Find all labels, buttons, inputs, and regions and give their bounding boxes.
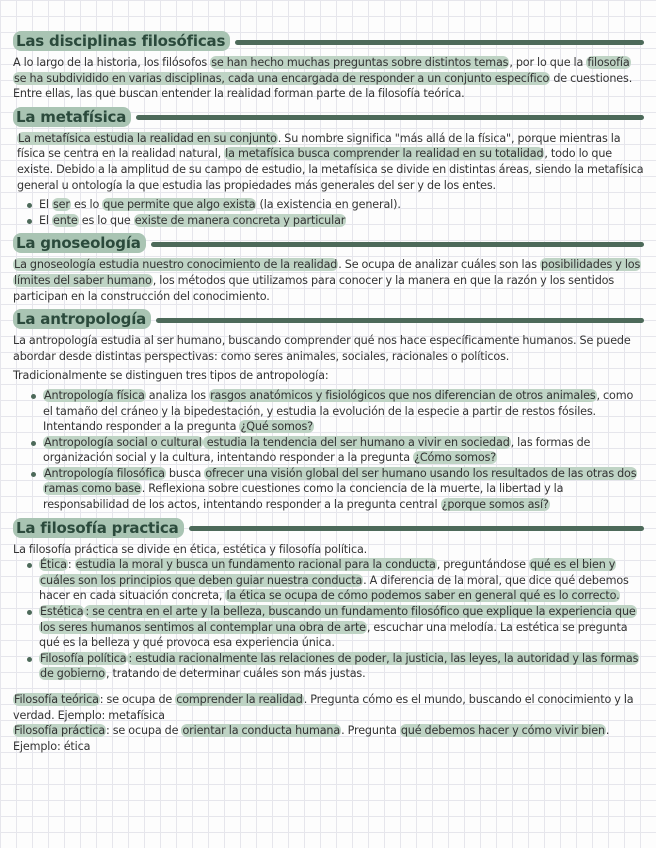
- text: . Pregunta cómo es el mundo, buscando el conocimiento y la verdad. Ejemplo: metafísica: [13, 693, 634, 722]
- heading-disciplinas: [13, 30, 644, 52]
- text: , tratando de determinar cuáles son más justas.: [105, 667, 366, 681]
- text: , como el tamaño del cráneo y la bipedestación, y estudia la evolución de la especie a partir de restos fósiles. Intentando responder a la pregunta: [43, 388, 634, 434]
- highlight: estudia la moral y busca un fundamento racional para la conducta: [75, 558, 436, 572]
- text: analiza los: [145, 388, 210, 402]
- text: El: [39, 213, 52, 227]
- highlight: Filosofía teórica: [14, 693, 99, 706]
- list-item-politica: [39, 651, 644, 682]
- text: El: [39, 198, 52, 212]
- highlight: Antropología física: [44, 388, 145, 402]
- text: , por lo que la: [509, 56, 587, 69]
- text: . A diferencia de la moral, que dice qué debemos hacer en cada situación concreta,: [39, 573, 629, 603]
- heading-rule: [189, 526, 644, 531]
- heading-rule: [235, 40, 644, 45]
- highlight: filosofía se ha subdividido en varias disciplinas, cada una encargada de responder a un conjunto específico: [14, 56, 630, 85]
- text: , preguntándose: [436, 558, 529, 572]
- text: , escuchar una melodía. La estética se pregunta qué es la belleza y qué provoca esa experiencia única.: [39, 620, 628, 650]
- list-item-social: [43, 435, 644, 466]
- text: A lo largo de la historia, los filósofos: [13, 56, 211, 69]
- paragraph-antropologia-tipos: Tradicionalmente se distinguen tres tipos de antropología:: [13, 369, 329, 383]
- highlight: orientar la conducta humana: [182, 724, 341, 738]
- text: . Reflexiona sobre cuestiones como la conciencia de la muerte, la libertad y la responsabilidad de los actos, intentando responder a la pregunta central: [43, 482, 564, 512]
- text: (la existencia en general).: [256, 198, 401, 212]
- text: es lo que: [78, 213, 134, 227]
- paragraph-metafisica: [13, 131, 644, 193]
- metafisica-list: [13, 197, 644, 228]
- list-item-ente: [39, 213, 644, 229]
- heading-gnoseologia: [13, 232, 644, 254]
- text: . Se ocupa de analizar cuáles son las: [338, 258, 540, 272]
- heading-antropologia-title: La antropología: [13, 309, 151, 329]
- text: : se ocupa de: [106, 724, 182, 738]
- highlight: posibilidades y los límites del saber humano: [14, 258, 641, 287]
- highlight: la ética se ocupa de cómo podemos saber en general qué es lo correcto.: [226, 589, 620, 603]
- antropologia-list: [13, 388, 644, 513]
- text: . Se puede abordar desde distintas perspectivas: como seres animales, sociales, racionales o políticos.: [13, 334, 631, 363]
- text: . Ejemplo: ética: [13, 724, 610, 753]
- text: . Pregunta: [341, 724, 400, 738]
- heading-disciplinas-title: Las disciplinas filosóficas: [13, 31, 230, 51]
- text: :: [67, 558, 75, 572]
- highlight: La metafísica estudia la realidad en su conjunto: [18, 131, 277, 145]
- highlight: se han hecho muchas preguntas sobre distintos temas: [211, 56, 509, 69]
- heading-rule: [151, 242, 644, 247]
- list-item-estetica: [39, 604, 644, 651]
- text: . Su nombre significa "más allá de la física", porque mientras la física se centra en la realidad natural,: [17, 131, 621, 161]
- text: es lo: [70, 198, 103, 212]
- highlight: Antropología filosófica: [44, 466, 165, 480]
- text: , las formas de organización social y la cultura, intentando responder a la pregunta: [43, 435, 591, 465]
- text: de cuestiones. Entre ellas, las que buscan entender la realidad forman parte de la filosofía teórica.: [13, 71, 633, 101]
- heading-antropologia: [13, 308, 644, 330]
- text: busca: [165, 466, 205, 480]
- paragraph-filosofia-practica: [13, 723, 644, 754]
- list-item-ser: [39, 197, 644, 213]
- highlight: comprender la realidad: [176, 693, 303, 706]
- heading-practica-title: La filosofía practica: [13, 518, 184, 538]
- highlight: Filosofía política: [40, 651, 127, 665]
- highlight: ¿porque somos así?: [441, 498, 549, 512]
- text: , todo lo que existe. Debido a la amplitud de su campo de estudio, la metafísica se divide en distintas áreas, siendo la metafísica general u ontología la que estudia las propiedades más generales del ser y de los entes.: [17, 147, 644, 192]
- highlight: ¿Cómo somos?: [414, 451, 497, 465]
- highlight: ofrecer una visión global del ser humano usando los resultados de las otras dos ramas como base: [44, 466, 637, 496]
- highlight: Ética: [40, 558, 67, 572]
- highlight: existe de manera concreta y particular: [134, 213, 346, 227]
- heading-metafisica-title: La metafísica: [13, 107, 131, 127]
- highlight: qué es el bien y cuáles son los principios que deben guiar nuestra conducta: [40, 558, 616, 587]
- highlight: estudia la tendencia del ser humano a vivir en sociedad: [203, 435, 510, 449]
- heading-rule: [156, 318, 644, 323]
- heading-metafisica: [13, 106, 644, 128]
- highlight: : se centra en el arte y la belleza, buscando un fundamento filosófico que explique la experiencia que los seres humanos sentimos al contemplar una obra de arte: [40, 605, 636, 634]
- paragraph-filosofia-teorica: [13, 692, 644, 723]
- highlight: La gnoseología estudia nuestro conocimiento de la realidad: [14, 258, 338, 272]
- list-item-fisica: [43, 388, 644, 435]
- highlight: la metafísica busca comprender la realidad en su totalidad: [225, 147, 544, 161]
- highlight: rasgos anatómicos y fisiológicos que nos diferencian de otros animales: [210, 388, 596, 402]
- highlight: Antropología social o cultural: [44, 435, 202, 449]
- text: : se ocupa de: [99, 693, 176, 706]
- text: La antropología estudia al ser humano, buscando comprender qué nos hace específicamente humanos: [13, 334, 573, 348]
- list-item-etica: [39, 557, 644, 604]
- highlight: ser: [52, 198, 70, 212]
- heading-gnoseologia-title: La gnoseología: [13, 233, 146, 253]
- highlight: : estudia racionalmente las relaciones de poder, la justicia, las leyes, la autoridad y las formas de gobierno: [40, 651, 639, 681]
- practica-list: [13, 557, 644, 682]
- heading-rule: [136, 115, 644, 120]
- text: , los métodos que utilizamos para conocer y la manera en que la razón y los sentidos participan en la construcción del conocimiento.: [13, 273, 615, 303]
- highlight: Estética: [40, 605, 84, 619]
- paragraph-gnoseologia: [13, 257, 644, 304]
- highlight: qué debemos hacer y cómo vivir bien: [400, 724, 605, 738]
- paragraph-antropologia: [13, 333, 644, 364]
- list-item-filosofica: [43, 466, 644, 513]
- heading-practica: [13, 517, 644, 539]
- highlight: ¿Qué somos?: [240, 420, 313, 434]
- highlight: que permite que algo exista: [103, 198, 256, 212]
- spacer: [13, 682, 644, 692]
- highlight: Filosofía práctica: [14, 724, 106, 738]
- paragraph-practica: La filosofía práctica se divide en ética, estética y filosofía política.: [13, 542, 368, 556]
- paragraph-disciplinas: [13, 55, 644, 102]
- highlight: ente: [52, 213, 78, 227]
